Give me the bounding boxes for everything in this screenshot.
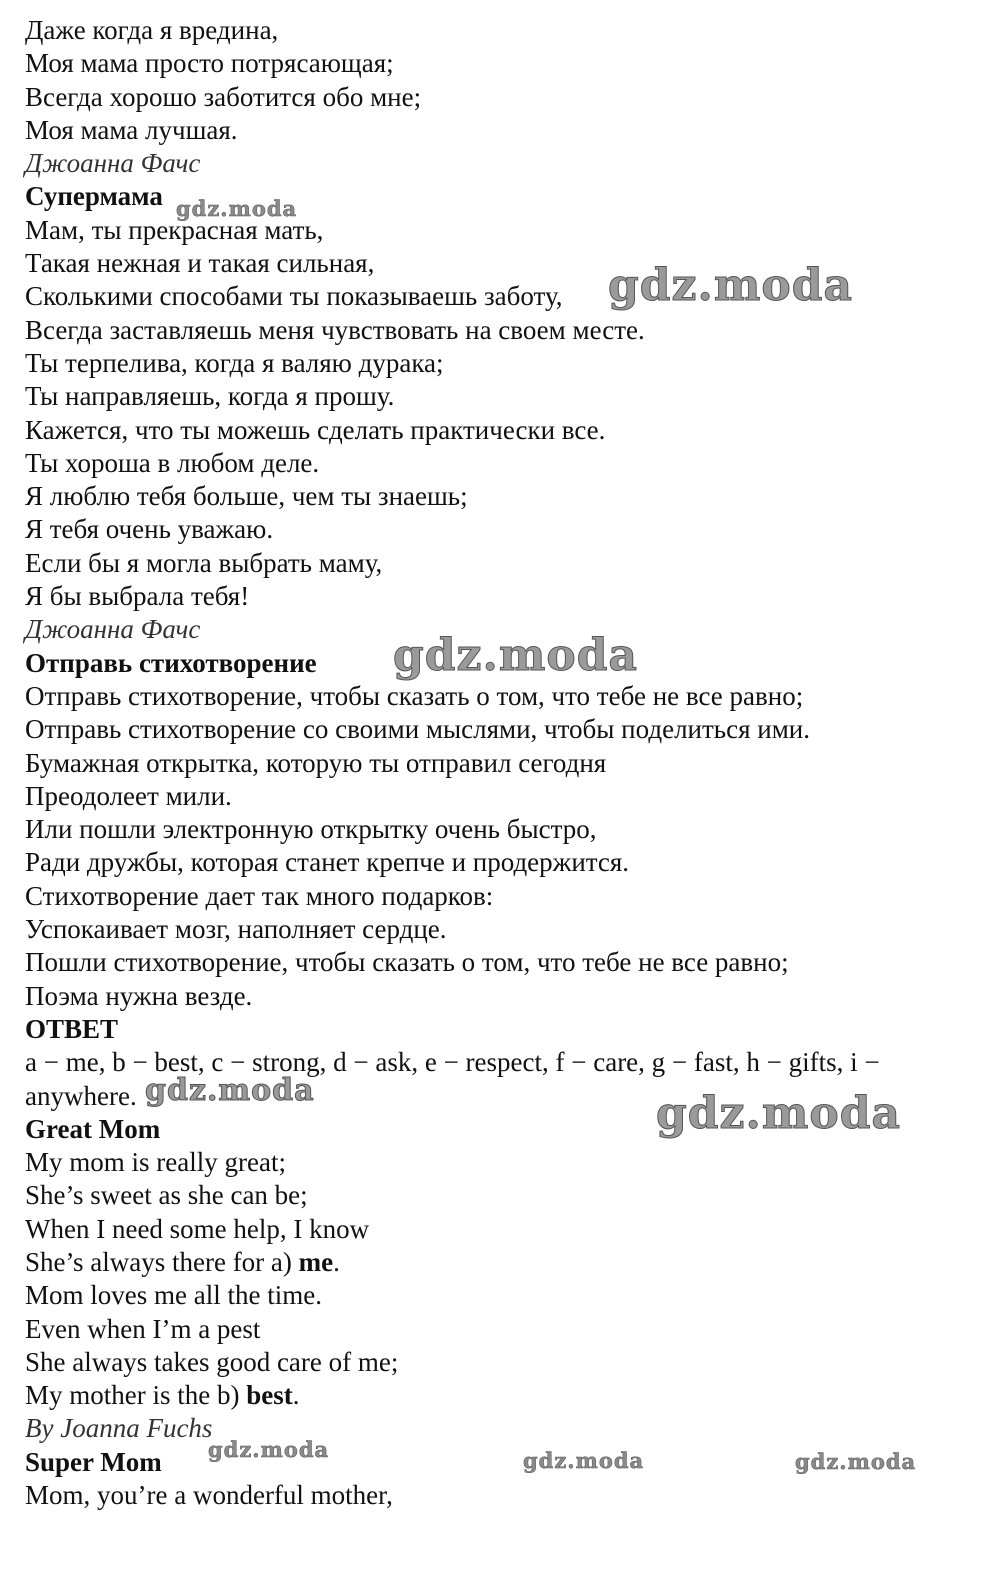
text-line: She’s sweet as she can be; — [25, 1180, 308, 1211]
text-line: My mom is really great; — [25, 1147, 286, 1178]
text-line: Ты терпелива, когда я валяю дурака; — [25, 347, 444, 378]
line-text: My mother is the b) — [25, 1380, 247, 1411]
text-line: When I need some help, I know — [25, 1213, 370, 1244]
line-punctuation: . — [333, 1246, 340, 1277]
line-punctuation: . — [292, 1380, 300, 1411]
text-line: Even when I’m a pest — [25, 1313, 261, 1344]
text-line: Mom, you’re a wonderful mother, — [25, 1480, 393, 1511]
text-line: She always takes good care of me; — [25, 1346, 399, 1377]
text-line: Всегда заставляешь меня чувствовать на своем месте. — [25, 314, 645, 345]
text-line: Если бы я могла выбрать маму, — [25, 547, 383, 578]
section-title: Супермама — [25, 181, 163, 212]
answer-word: me — [298, 1246, 334, 1277]
text-line — [25, 1246, 975, 1279]
text-line: Я люблю тебя больше, чем ты знаешь; — [25, 481, 468, 512]
line-text: She’s always there for a) — [25, 1246, 299, 1277]
watermark-logo: gdz.moda — [795, 1449, 917, 1474]
text-line — [25, 1379, 975, 1412]
watermark-logo: gdz.moda — [523, 1448, 645, 1473]
text-line: a − me, b − best, c − strong, d − ask, e − respect, f − care, g − fast, h − gifts, i − — [25, 1047, 880, 1078]
text-line: Кажется, что ты можешь сделать практически все. — [25, 414, 606, 445]
text-line: Ты хороша в любом деле. — [25, 447, 320, 478]
document-body — [25, 14, 975, 1512]
text-line: Отправь стихотворение, чтобы сказать о том, что тебе не все равно; — [25, 680, 804, 711]
text-line: Стихотворение дает так много подарков: — [25, 880, 494, 911]
watermark-logo: gdz.moda — [393, 630, 639, 681]
text-line: Пошли стихотворение, чтобы сказать о том, что тебе не все равно; — [25, 947, 789, 978]
text-line: Mom loves me all the time. — [25, 1280, 322, 1311]
watermark-logo: gdz.moda — [656, 1088, 902, 1139]
text-line: Успокаивает мозг, наполняет сердце. — [25, 914, 447, 945]
section-title: Отправь стихотворение — [25, 647, 317, 678]
text-line: Сколькими способами ты показываешь заботу, — [25, 281, 563, 312]
text-line: Бумажная открытка, которую ты отправил сегодня — [25, 747, 607, 778]
text-line: Такая нежная и такая сильная, — [25, 248, 375, 279]
text-line: Ради дружбы, которая станет крепче и продержится. — [25, 847, 630, 878]
answer-word: best — [246, 1380, 293, 1411]
text-line: Ты направляешь, когда я прошу. — [25, 381, 395, 412]
text-line: Или пошли электронную открытку очень быстро, — [25, 814, 597, 845]
text-line: Даже когда я вредина, — [25, 15, 279, 45]
section-title: Great Mom — [25, 1113, 161, 1144]
watermark-logo: gdz.moda — [176, 196, 298, 221]
text-line: Я бы выбрала тебя! — [25, 581, 250, 612]
text-line: Я тебя очень уважаю. — [25, 514, 274, 545]
text-line: Преодолеет мили. — [25, 780, 232, 811]
poem-author: Джоанна Фачс — [25, 614, 201, 645]
text-line: Всегда хорошо заботится обо мне; — [25, 81, 422, 112]
watermark-logo: gdz.moda — [608, 260, 854, 311]
section-title: Super Mom — [25, 1446, 162, 1477]
text-line: Моя мама просто потрясающая; — [25, 48, 394, 79]
section-title: ОТВЕТ — [25, 1013, 119, 1044]
text-line: Поэма нужна везде. — [25, 980, 253, 1011]
watermark-logo: gdz.moda — [208, 1437, 330, 1462]
poem-author: By Joanna Fuchs — [25, 1413, 213, 1444]
text-line: Мам, ты прекрасная мать, — [25, 214, 324, 245]
watermark-logo: gdz.moda — [145, 1073, 315, 1108]
text-line: Отправь стихотворение со своими мыслями, чтобы поделиться ими. — [25, 714, 810, 745]
text-line: Моя мама лучшая. — [25, 114, 238, 145]
text-line: anywhere. — [25, 1080, 137, 1111]
poem-author: Джоанна Фачс — [25, 148, 201, 179]
